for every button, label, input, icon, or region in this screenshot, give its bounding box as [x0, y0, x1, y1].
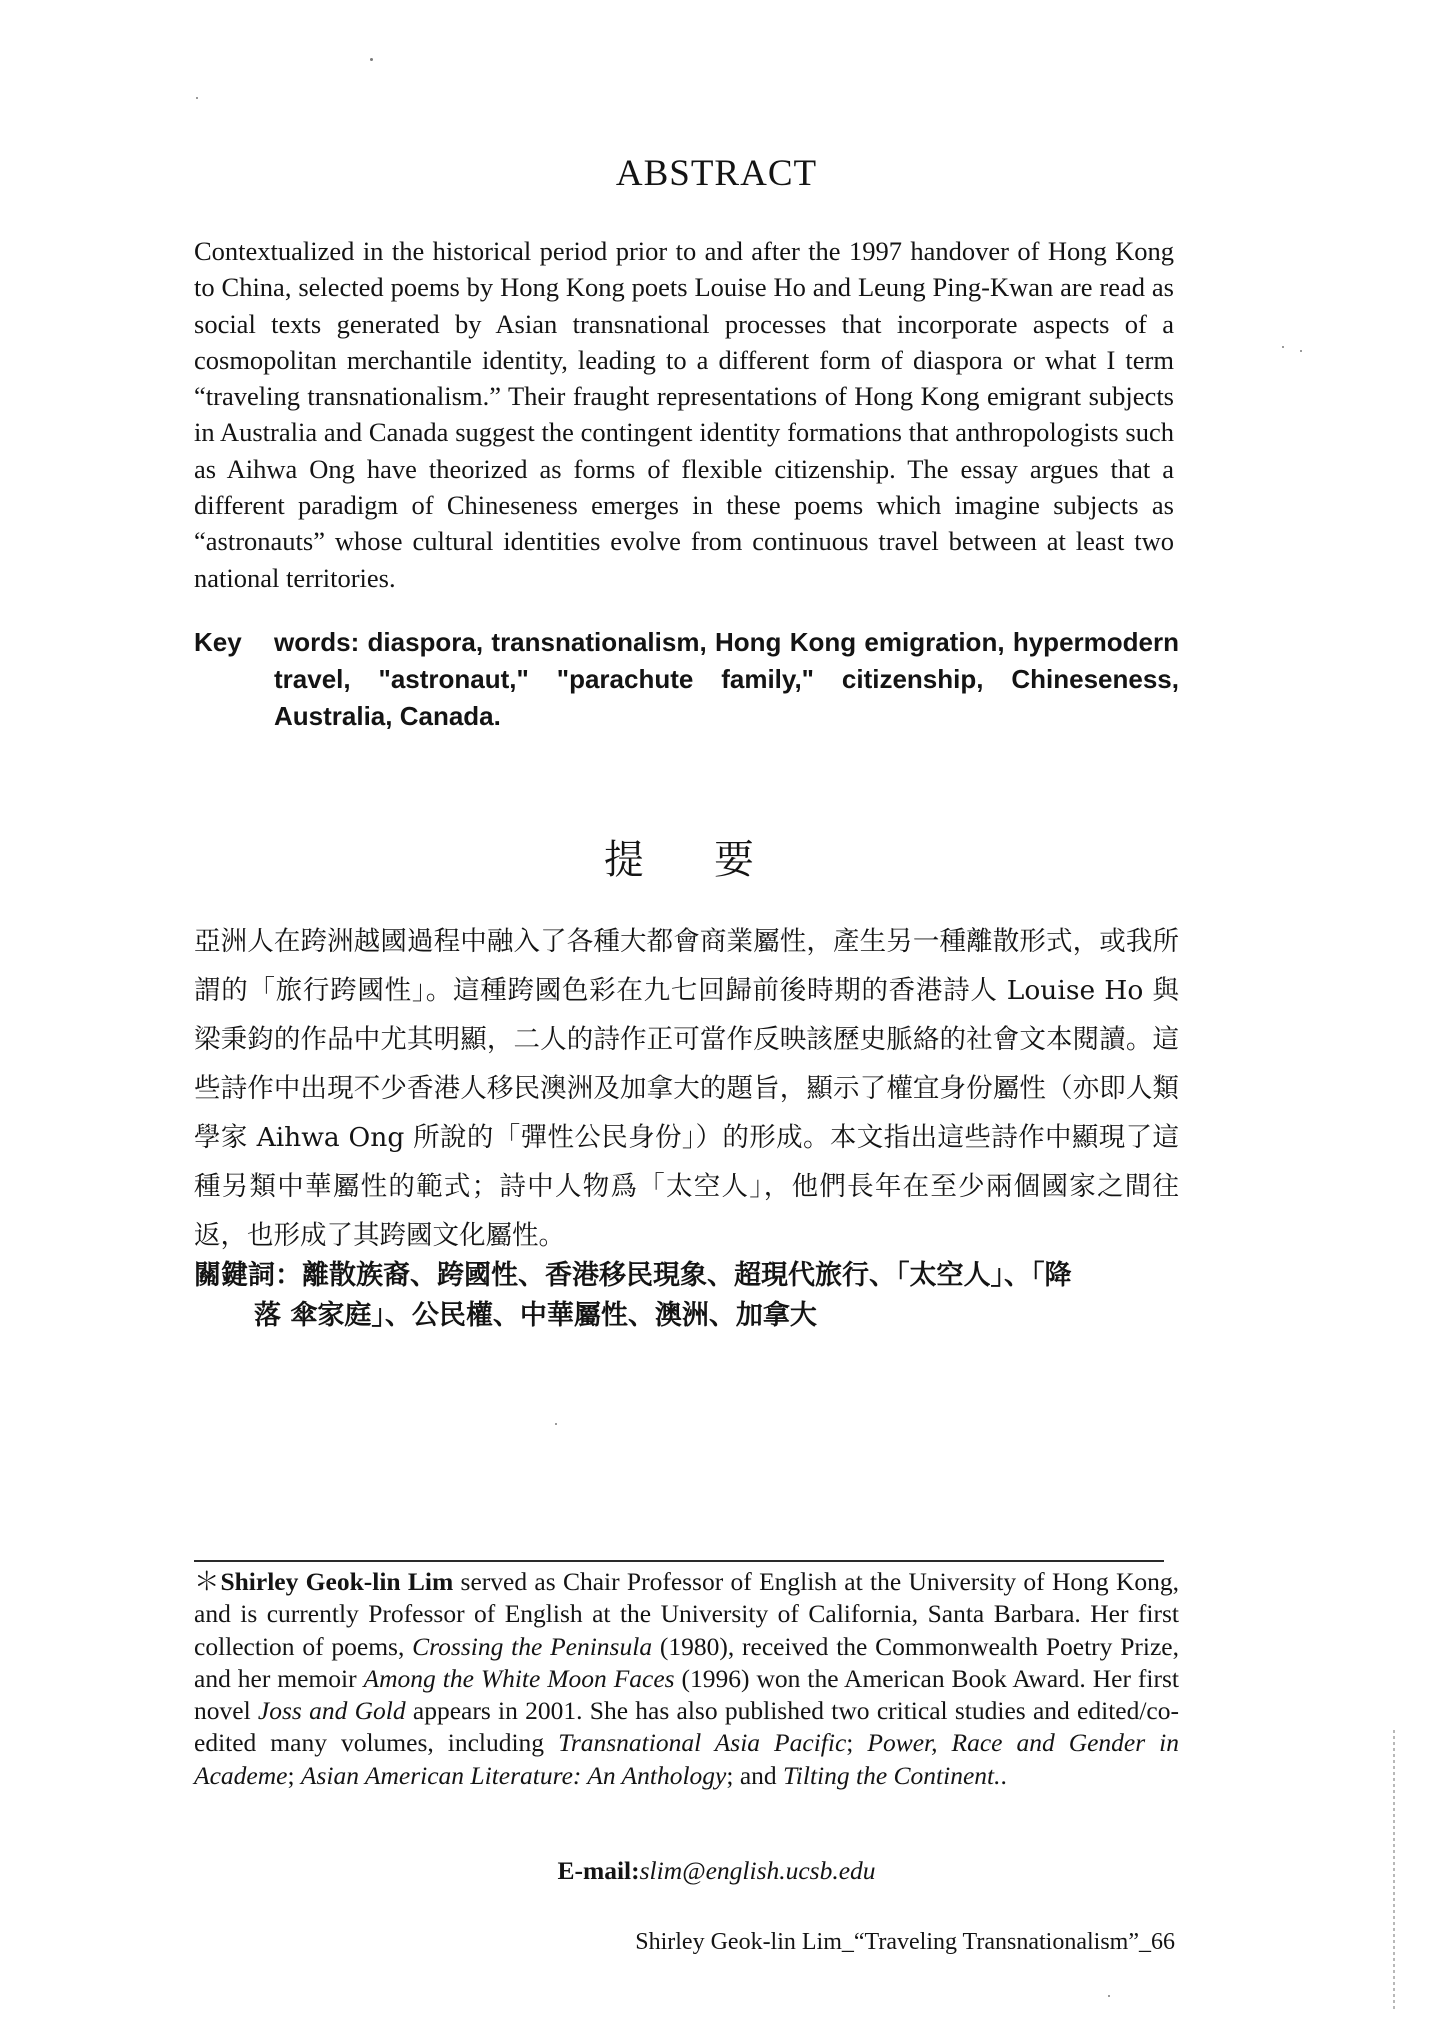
chinese-keywords-label: 關鍵詞： [194, 1260, 302, 1291]
footnote-author-name: Shirley Geok-lin Lim [220, 1567, 454, 1596]
chinese-heading-char: 提 [604, 837, 644, 883]
footnote-text: ; [846, 1728, 868, 1758]
scan-speck [196, 97, 198, 99]
footnote-mark: ＊ [194, 1567, 221, 1597]
footnote-book-title: Tilting the Continent. [783, 1760, 1001, 1790]
keywords-text: words: diaspora, transnationalism, Hong Kong emigration, hypermodern travel, "astronaut," "parachute family," citizenship, Chineseness, Australia, Canada. [274, 627, 1179, 731]
footnote-text: appears in 2001. She has also published two critical studies and edited/co-edited many volumes, including [194, 1696, 1179, 1758]
chinese-keywords-line-2: 落 傘家庭」、公民權、中華屬性、澳洲、加拿大 [254, 1300, 817, 1331]
english-keywords [194, 624, 1179, 735]
footnote-book-title: Among the White Moon Faces [363, 1663, 675, 1693]
scan-speck [1300, 350, 1302, 352]
footnote-book-title: Asian American Literature: An Anthology [300, 1760, 727, 1790]
footnote-book-title: Power, Race and Gender in Academe [194, 1728, 1180, 1790]
footnote-text: ; and [726, 1760, 784, 1790]
footnote-book-title: Joss and Gold [257, 1696, 406, 1726]
scan-speck [555, 1423, 557, 1425]
footnote-text: ; [287, 1760, 301, 1790]
keywords-label: Key [194, 627, 242, 657]
footnote-text: (1996) won the American Book Award. Her first novel [194, 1663, 1179, 1726]
scan-speck [1108, 1995, 1110, 1997]
chinese-abstract-paragraph: 亞洲人在跨洲越國過程中融入了各種大都會商業屬性，產生另一種離散形式，或我所謂的「旅行跨國性」。這種跨國色彩在九七回歸前後時期的香港詩人 Louise Ho 與梁秉鈞的作品中尤其明顯，二人的詩作正可當作反映該歷史脈絡的社會文本閱讀。這些詩作中出現不少香港人移民澳洲及加拿大的題旨，顯示了權宜身份屬性（亦即人類學家 Aihwa Ong 所說的「彈性公民身份」）的形成。本文指出這些詩作中顯現了這種另類中華屬性的範式；詩中人物爲「太空人」，他們長年在至少兩個國家之間往返，也形成了其跨國文化屬性。 [194, 926, 1179, 1251]
author-footnote [194, 1566, 1179, 1792]
footnote-book-title: Transnational Asia Pacific [558, 1728, 847, 1758]
footnote-divider [194, 1560, 1164, 1562]
chinese-keywords [194, 1256, 1179, 1336]
footnote-text: served as Chair Professor of English at the University of Hong Kong, and is currently Professor of English at the University of California, Santa Barbara. Her first collection of poems, [194, 1567, 1179, 1661]
scan-speck [370, 58, 373, 61]
chinese-heading-char: 要 [714, 837, 754, 883]
footnote-book-title: Crossing the Peninsula [412, 1631, 653, 1661]
chinese-abstract-heading [604, 828, 754, 885]
abstract-heading: ABSTRACT [615, 153, 818, 194]
chinese-keywords-line-1: 離散族裔、跨國性、香港移民現象、超現代旅行、「太空人」、「降 [302, 1260, 1072, 1291]
author-email [0, 1856, 1433, 1886]
email-label: E-mail: [557, 1856, 640, 1885]
running-footer: Shirley Geok-lin Lim_“Traveling Transnationalism”_66 [635, 1929, 1175, 1955]
footnote-text: . [1000, 1760, 1007, 1790]
scan-speck [1282, 346, 1284, 348]
footnote-text: (1980), received the Commonwealth Poetry Prize, and her memoir [194, 1631, 1179, 1693]
abstract-paragraph: Contextualized in the historical period prior to and after the 1997 handover of Hong Kong to China, selected poems by Hong Kong poets Louise Ho and Leung Ping-Kwan are read as social texts generated by Asian transnational processes that incorporate aspects of a cosmopolitan merchantile identity, leading to a different form of diaspora or what I term “traveling transnationalism.” Their fraught representations of Hong Kong emigrant subjects in Australia and Canada suggest the contingent identity formations that anthropologists such as Aihwa Ong have theorized as forms of flexible citizenship. The essay argues that a different paradigm of Chineseness emerges in these poems which imagine subjects as “astronauts” whose cultural identities evolve from continuous travel between at least two national territories. [194, 236, 1174, 593]
email-address[interactable]: slim@english.ucsb.edu [639, 1856, 876, 1885]
